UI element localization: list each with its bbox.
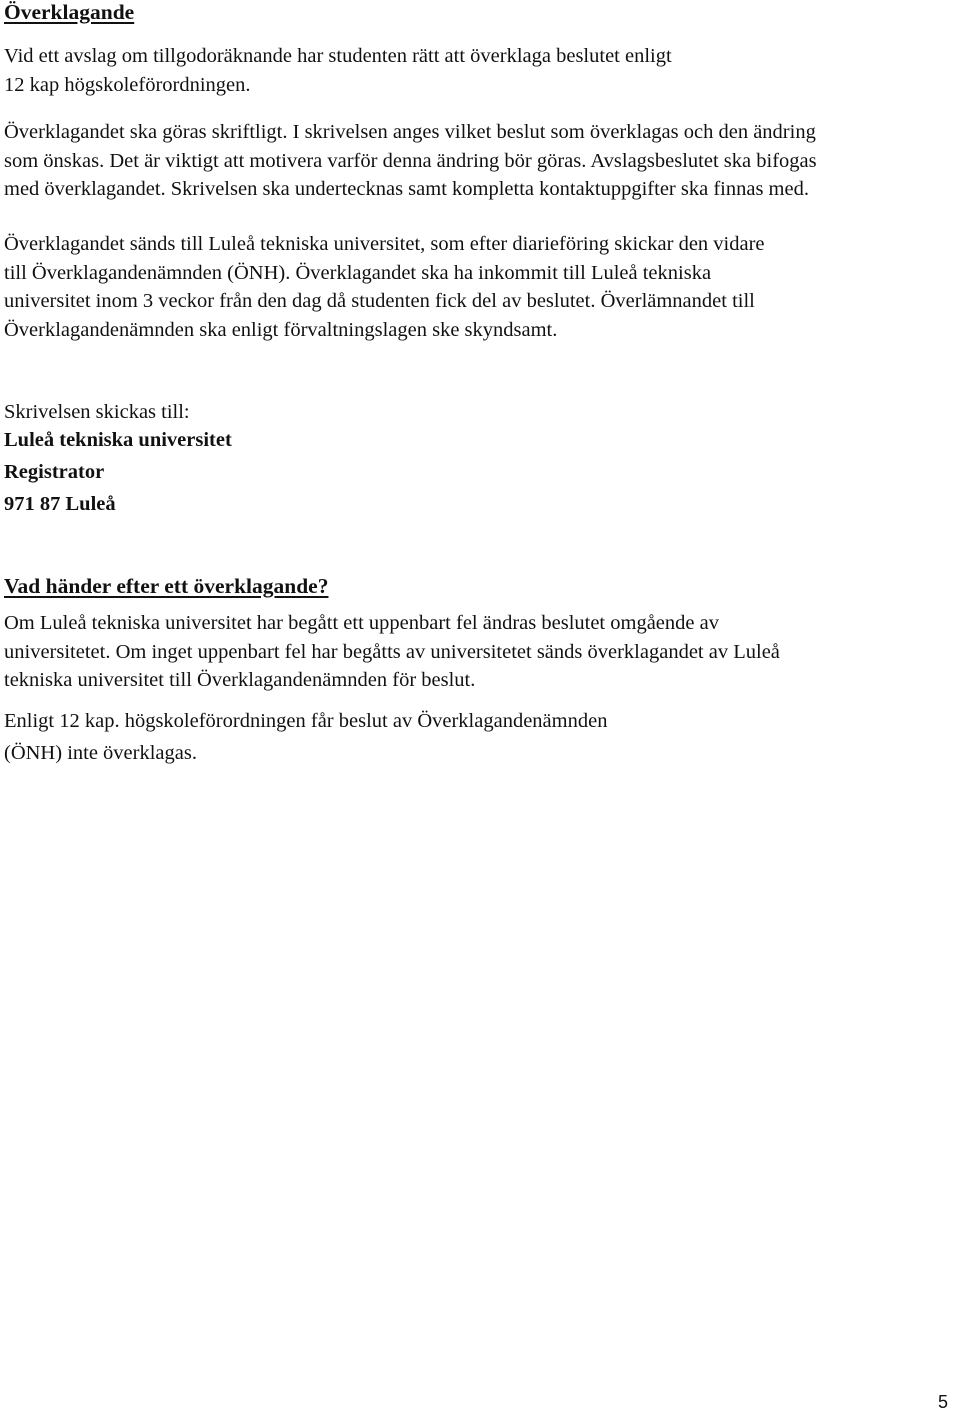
text-line: med överklagandet. Skrivelsen ska undertecknas samt kompletta kontaktuppgifter ska finnas med. <box>4 178 809 200</box>
text-line: tekniska universitet till Överklagandenämnden för beslut. <box>4 669 476 691</box>
text-line: universitetet. Om inget uppenbart fel har begåtts av universitetet sänds överklagandet av Luleå <box>4 640 780 663</box>
paragraph-after-appeal <box>4 609 960 695</box>
text-line: Om Luleå tekniska universitet har begått ett uppenbart fel ändras beslutet omgående av <box>4 612 719 634</box>
paragraph-appeal-process <box>4 230 960 344</box>
section-heading-overklagande: Överklagande <box>4 0 135 24</box>
page-number: 5 <box>937 1392 948 1412</box>
text-line: som önskas. Det är viktigt att motivera varför denna ändring bör göras. Avslagsbeslutet ska bifogas <box>4 149 817 172</box>
address-recipient: Registrator <box>4 461 105 483</box>
text-line: (ÖNH) inte överklagas. <box>4 742 197 764</box>
paragraph-no-further-appeal <box>4 705 960 769</box>
paragraph-appeal-right <box>4 42 960 99</box>
paragraph-written-appeal <box>4 118 960 204</box>
send-to-label <box>4 398 960 427</box>
text-line: Överklagandet sänds till Luleå tekniska universitet, som efter diarieföring skickar den vidare <box>4 233 765 255</box>
text-line: Skrivelsen skickas till: <box>4 401 190 423</box>
text-line: Vid ett avslag om tillgodoräknande har studenten rätt att överklaga beslutet enligt <box>4 45 672 67</box>
text-line: Överklagandenämnden ska enligt förvaltningslagen ske skyndsamt. <box>4 318 558 341</box>
address-organization: Luleå tekniska universitet <box>4 429 232 451</box>
text-line: Överklagandet ska göras skriftligt. I skrivelsen anges vilket beslut som överklagas och den ändring <box>4 121 816 143</box>
text-line: till Överklagandenämnden (ÖNH). Överklagandet ska ha inkommit till Luleå tekniska <box>4 261 712 284</box>
address-postal: 971 87 Luleå <box>4 493 116 515</box>
text-line: Enligt 12 kap. högskoleförordningen får beslut av Överklagandenämnden <box>4 710 608 732</box>
text-line: 12 kap högskoleförordningen. <box>4 73 251 96</box>
text-line: universitet inom 3 veckor från den dag då studenten fick del av beslutet. Överlämnandet till <box>4 290 755 312</box>
section-heading-after-appeal: Vad händer efter ett överklagande? <box>4 574 329 598</box>
